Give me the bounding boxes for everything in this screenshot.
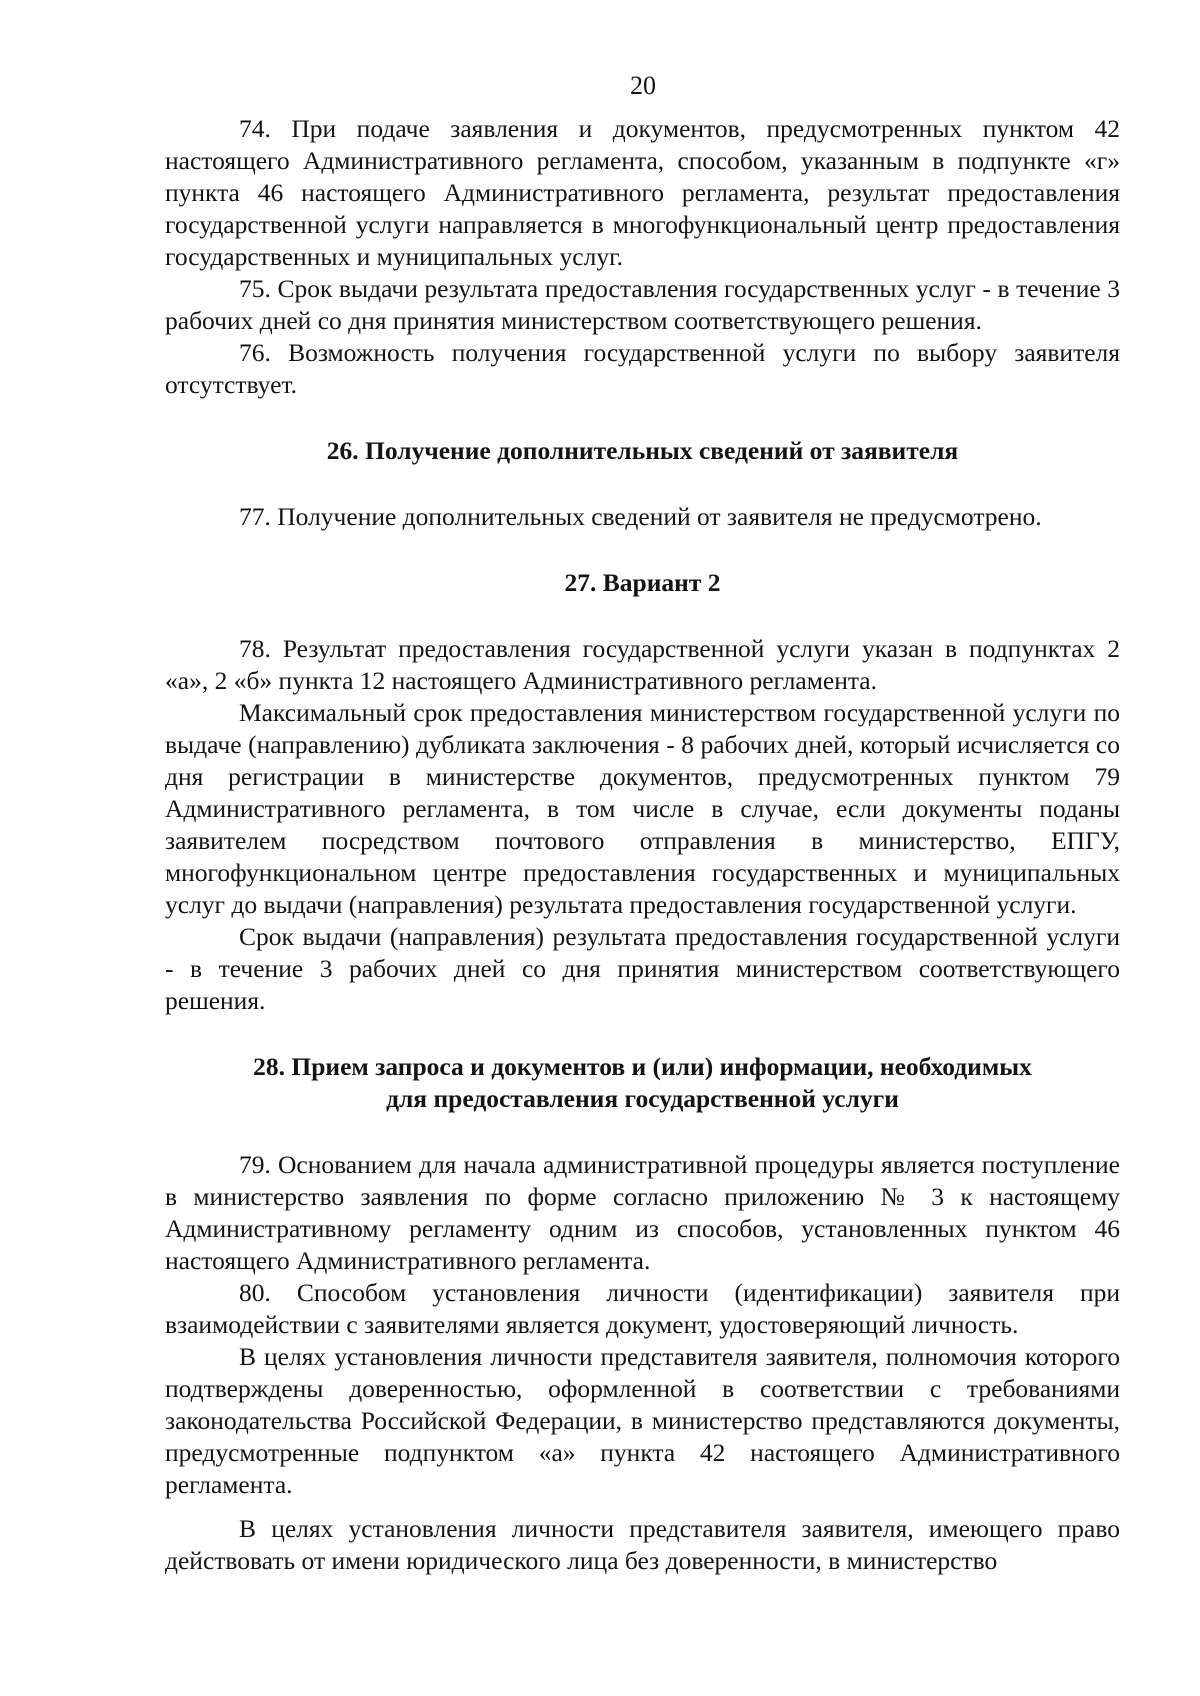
section-heading-28-line-1: 28. Прием запроса и документов и (или) информации, необходимых: [253, 1052, 1032, 1081]
section-heading-26: 26. Получение дополнительных сведений от заявителя: [326, 436, 959, 465]
paragraph-80-representative: В целях установления личности представителя заявителя, полномочия которого подтверждены доверенностью, оформленной в соответствии с требованиями законодательства Российской Федерации, в министерство представляются документы, предусмотренные подпунктом «а» пункта 42 настоящего Административного регламента.: [165, 1342, 1120, 1499]
paragraph-76: 76. Возможность получения государственной услуги по выбору заявителя отсутствует.: [165, 338, 1120, 399]
page-number: 20: [630, 71, 656, 100]
paragraph-80: 80. Способом установления личности (идентификации) заявителя при взаимодействии с заявителями является документ, удостоверяющий личность.: [165, 1278, 1120, 1339]
paragraph-78-max-term: Максимальный срок предоставления министерством государственной услуги по выдаче (направлению) дубликата заключения - 8 рабочих дней, который исчисляется со дня регистрации в министерстве документов, предусмотренных пунктом 79 Административного регламента, в том числе в случае, если документы поданы заявителем посредством почтового отправления в министерство, ЕПГУ, многофункциональном центре предоставления государственных и муниципальных услуг до выдачи (направления) результата предоставления государственной услуги.: [165, 698, 1120, 919]
section-heading-28-line-2: для предоставления государственной услуги: [386, 1084, 899, 1113]
paragraph-75: 75. Срок выдачи результата предоставления государственных услуг - в течение 3 рабочих дней со дня принятия министерством соответствующего решения.: [165, 274, 1120, 335]
paragraph-78-issue-term: Срок выдачи (направления) результата предоставления государственной услуги - в течение 3 рабочих дней со дня принятия министерством соответствующего решения.: [165, 922, 1120, 1015]
section-heading-27: 27. Вариант 2: [564, 568, 721, 597]
paragraph-78: 78. Результат предоставления государственной услуги указан в подпунктах 2 «а», 2 «б» пункта 12 настоящего Административного регламента.: [165, 634, 1120, 695]
paragraph-74: 74. При подаче заявления и документов, предусмотренных пунктом 42 настоящего Административного регламента, способом, указанным в подпункте «г» пункта 46 настоящего Административного регламента, результат предоставления государственной услуги направляется в многофункциональный центр предоставления государственных и муниципальных услуг.: [165, 114, 1120, 271]
document-body: [165, 113, 1120, 1577]
paragraph-79: 79. Основанием для начала административной процедуры является поступление в министерство заявления по форме согласно приложению № 3 к настоящему Административному регламенту одним из способов, установленных пунктом 46 настоящего Административного регламента.: [165, 1150, 1120, 1275]
paragraph-77: 77. Получение дополнительных сведений от заявителя не предусмотрено.: [239, 502, 1042, 531]
paragraph-80-legal-entity: В целях установления личности представителя заявителя, имеющего право действовать от имени юридического лица без доверенности, в министерство: [165, 1514, 1120, 1575]
